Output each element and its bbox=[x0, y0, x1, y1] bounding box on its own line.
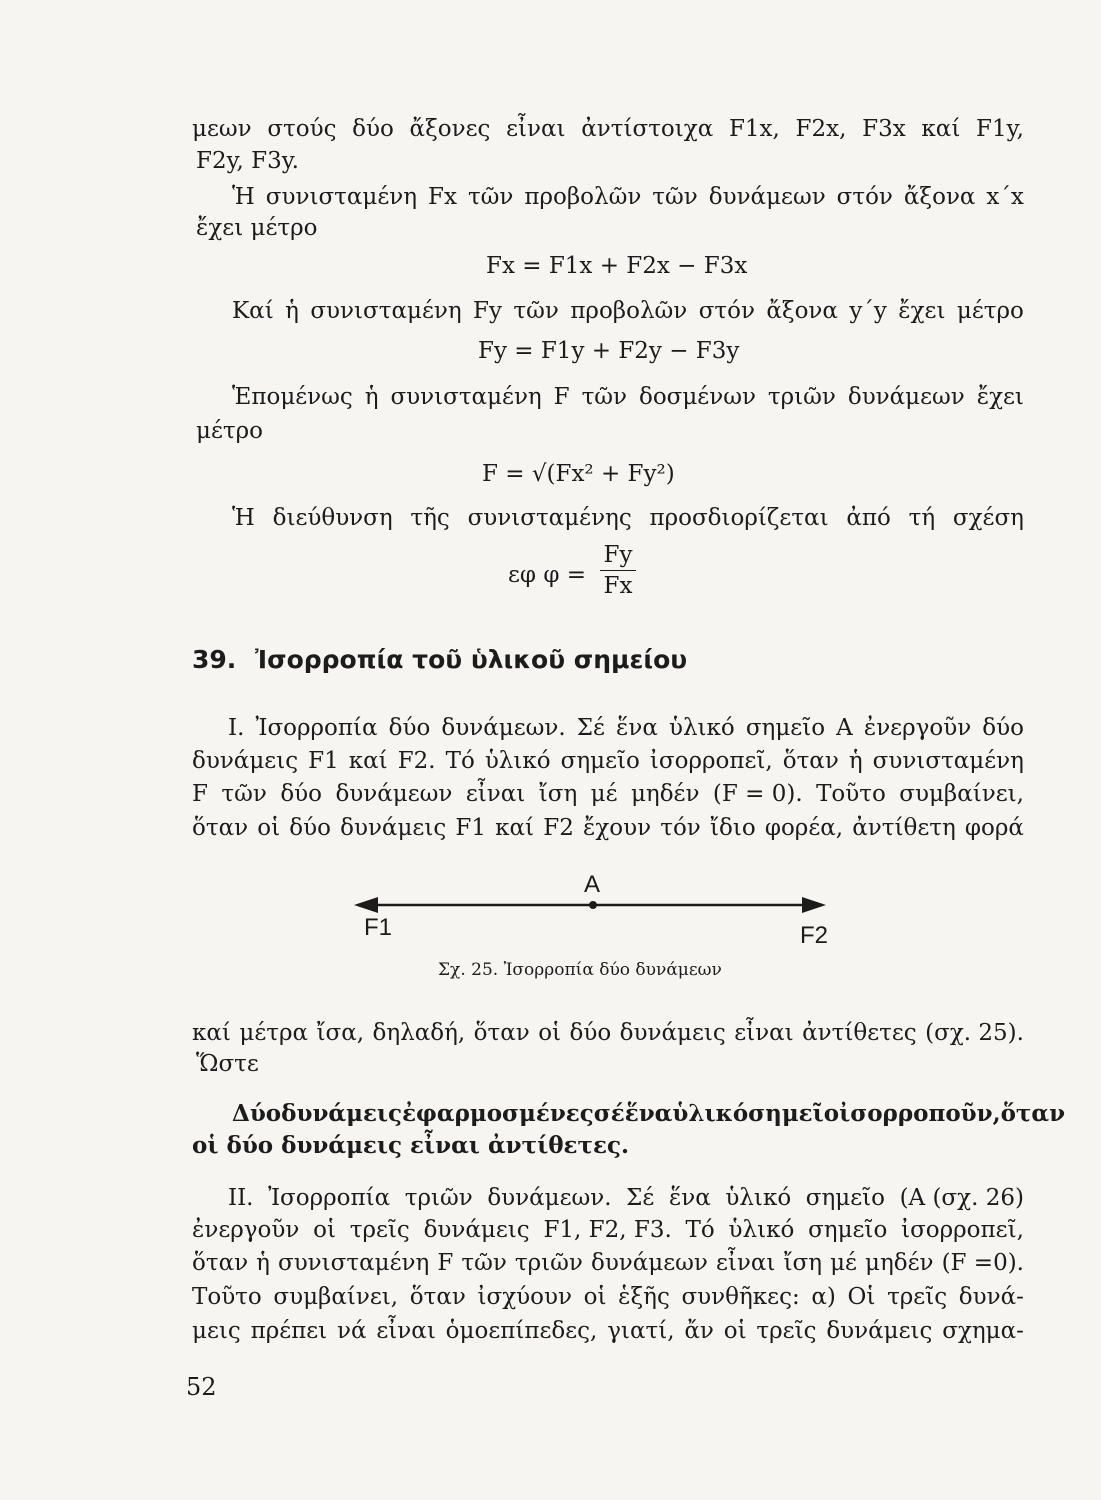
word: Ἰσορροπία bbox=[255, 715, 378, 741]
word: (Α (σχ. 26) bbox=[899, 1185, 1024, 1211]
word: F2 bbox=[543, 815, 574, 841]
word: μέτρο bbox=[956, 298, 1024, 324]
word: ἔχει bbox=[898, 298, 946, 324]
text-line bbox=[192, 1316, 1024, 1346]
word: δοσμένων bbox=[638, 384, 756, 410]
word: εἶναι bbox=[734, 1020, 794, 1046]
word: ἔχουν bbox=[582, 815, 652, 841]
word: καί bbox=[192, 1020, 231, 1046]
word: (F = 0). bbox=[712, 781, 803, 807]
word: Ἑπομένως bbox=[232, 384, 353, 410]
word: ὅταν bbox=[409, 1284, 466, 1310]
word: ἐφαρμοσμένες bbox=[402, 1100, 594, 1127]
word: ὑλικό bbox=[725, 1185, 792, 1211]
word: ὑλικό bbox=[672, 1100, 749, 1127]
word: τρεῖς bbox=[756, 1318, 817, 1344]
word: πρέπει bbox=[250, 1318, 328, 1344]
word: μηδέν bbox=[865, 1250, 934, 1276]
word: F1 bbox=[308, 748, 339, 774]
fraction-denominator: Fx bbox=[603, 573, 633, 599]
equation-fy: Fy = F1y + F2y − F3y bbox=[478, 338, 740, 364]
word: σέ bbox=[593, 1100, 625, 1127]
word: δύο bbox=[352, 116, 394, 142]
equation-tan-fraction bbox=[600, 542, 636, 599]
word: ἕνα bbox=[616, 715, 658, 741]
word: σημεῖο bbox=[745, 715, 826, 741]
word: τρεῖς bbox=[887, 1284, 948, 1310]
word: ἕνα bbox=[668, 1185, 711, 1211]
word: καί bbox=[348, 748, 388, 774]
text-line bbox=[228, 1183, 1024, 1213]
word: δυνάμεων. bbox=[487, 1185, 612, 1211]
word: φορά bbox=[964, 815, 1024, 841]
word: στόν bbox=[836, 184, 893, 210]
text-line: F2y, F3y. bbox=[196, 148, 299, 174]
text-line bbox=[192, 1215, 1024, 1245]
word: δυνάμεις bbox=[423, 1217, 530, 1243]
rule-line: οἱ δύο δυνάμεις εἶναι ἀντίθετες. bbox=[192, 1132, 629, 1159]
fraction-numerator: Fy bbox=[603, 542, 633, 568]
arrow-left-icon bbox=[354, 897, 378, 913]
word: ἐνεργοῦν bbox=[192, 1217, 300, 1243]
word: δυνάμεων bbox=[335, 781, 453, 807]
text-line bbox=[232, 503, 1024, 533]
text-line bbox=[192, 779, 1024, 809]
word: στόν bbox=[698, 298, 755, 324]
word: ἴσα, bbox=[316, 1020, 365, 1046]
word: ἴδιο bbox=[709, 815, 756, 841]
word: εἶναι bbox=[715, 1250, 776, 1276]
word: Ι. bbox=[228, 715, 245, 741]
word: προσδιορίζεται bbox=[649, 505, 829, 531]
word: νά bbox=[337, 1318, 367, 1344]
word: δυνάμεων. bbox=[441, 715, 566, 741]
word: τῶν bbox=[467, 184, 514, 210]
text-line bbox=[192, 746, 1024, 776]
word: Fy bbox=[473, 298, 502, 324]
word: Σέ bbox=[576, 715, 605, 741]
word: στούς bbox=[267, 116, 337, 142]
word: F3x bbox=[862, 116, 906, 142]
word: τῶν bbox=[221, 781, 267, 807]
text-line: μέτρο bbox=[196, 418, 263, 444]
word: καί bbox=[495, 815, 535, 841]
word: δυνά- bbox=[958, 1284, 1024, 1310]
text-line bbox=[192, 1282, 1024, 1312]
word: δυνάμεις bbox=[340, 815, 447, 841]
word: ἀπό bbox=[846, 505, 891, 531]
word: ὑλικό bbox=[484, 748, 551, 774]
word: συνισταμένη bbox=[310, 298, 462, 324]
word: F2. bbox=[397, 748, 436, 774]
word: Ἡ bbox=[232, 184, 255, 210]
word: δύο bbox=[982, 715, 1024, 741]
word: γιατί, bbox=[607, 1318, 675, 1344]
text-line bbox=[232, 182, 1024, 212]
word: συνισταμένη bbox=[390, 384, 542, 410]
word: δύο bbox=[388, 715, 431, 741]
word: συνθῆκες: bbox=[681, 1284, 800, 1310]
word: μηδέν bbox=[630, 781, 700, 807]
arrow-right-icon bbox=[802, 897, 826, 913]
word: σημεῖο bbox=[748, 1100, 840, 1127]
word: ἴση bbox=[783, 1250, 823, 1276]
word: (F =0). bbox=[941, 1250, 1024, 1276]
word: τῶν bbox=[461, 1250, 507, 1276]
word: δύο bbox=[280, 781, 322, 807]
word: εἶναι bbox=[376, 1318, 436, 1344]
word: δυνάμεις bbox=[619, 1020, 726, 1046]
text-line bbox=[192, 114, 1024, 144]
word: ἄξονα bbox=[903, 184, 976, 210]
word: δυνάμεων bbox=[708, 184, 826, 210]
text-line bbox=[228, 713, 1024, 743]
word: οἱ bbox=[583, 1284, 607, 1310]
word: Τοῦτο bbox=[192, 1284, 262, 1310]
section-title: Ἰσορροπία τοῦ ὑλικοῦ σημείου bbox=[255, 645, 688, 674]
word: ἔχει bbox=[976, 384, 1024, 410]
word: σημεῖο bbox=[805, 1185, 885, 1211]
word: ὅταν bbox=[192, 815, 249, 841]
word: δυνάμεων bbox=[847, 384, 965, 410]
word: μέτρα bbox=[239, 1020, 309, 1046]
word: μέ bbox=[590, 781, 618, 807]
equation-resultant: F = √(Fx² + Fy²) bbox=[482, 461, 675, 487]
word: ἴση bbox=[538, 781, 578, 807]
word: οἱ bbox=[538, 1020, 562, 1046]
word: διεύθυνση bbox=[272, 505, 393, 531]
word: F2x, bbox=[795, 116, 847, 142]
word: προβολῶν bbox=[570, 298, 688, 324]
word: συμβαίνει, bbox=[273, 1284, 399, 1310]
word: (σχ. 25). bbox=[925, 1020, 1024, 1046]
word: εἶναι bbox=[465, 781, 526, 807]
word: Δύο bbox=[232, 1100, 282, 1127]
word: ἰσορροπεῖ, bbox=[649, 748, 773, 774]
force-f2-label: F2 bbox=[800, 922, 829, 949]
word: τή bbox=[908, 505, 936, 531]
word: Τό bbox=[445, 748, 475, 774]
word: ἄν bbox=[684, 1318, 714, 1344]
word: δηλαδή, bbox=[372, 1020, 466, 1046]
word: τριῶν bbox=[514, 1250, 583, 1276]
word: ἑξῆς bbox=[618, 1284, 670, 1310]
word: τῆς bbox=[410, 505, 450, 531]
word: τριῶν bbox=[404, 1185, 473, 1211]
word: F1 bbox=[455, 815, 486, 841]
word: ὅταν bbox=[1000, 1100, 1066, 1127]
word: τόν bbox=[660, 815, 701, 841]
word: μέ bbox=[830, 1250, 857, 1276]
word: ἐνεργοῦν bbox=[863, 715, 972, 741]
word: ἰσορροπεῖ, bbox=[901, 1217, 1024, 1243]
word: Fx bbox=[428, 184, 457, 210]
page-number: 52 bbox=[186, 1373, 217, 1401]
word: δυνάμεις bbox=[192, 748, 299, 774]
word: σχέση bbox=[952, 505, 1024, 531]
word: τριῶν bbox=[767, 384, 836, 410]
point-a-label: A bbox=[584, 871, 601, 898]
word: Ἰσορροπία bbox=[268, 1185, 391, 1211]
word: ἀντίθετη bbox=[852, 815, 956, 841]
word: μεις bbox=[192, 1318, 241, 1344]
text-line: ἔχει μέτρο bbox=[196, 215, 318, 241]
word: τῶν bbox=[513, 298, 559, 324]
word: φορέα, bbox=[764, 815, 844, 841]
word: ὅταν bbox=[192, 1250, 249, 1276]
word: ἕνα bbox=[624, 1100, 673, 1127]
text-line bbox=[232, 382, 1024, 412]
text-line bbox=[192, 813, 1024, 843]
word: δύο bbox=[289, 815, 331, 841]
word: F bbox=[437, 1250, 454, 1276]
text-line bbox=[192, 1018, 1024, 1048]
word: εἶναι bbox=[506, 116, 566, 142]
word: σχημα- bbox=[942, 1318, 1024, 1344]
word: F1, F2, F3. bbox=[543, 1217, 672, 1243]
word: Τοῦτο bbox=[816, 781, 886, 807]
word: καί bbox=[921, 116, 961, 142]
word: ἡ bbox=[364, 384, 379, 410]
word: δυνάμεις bbox=[281, 1100, 403, 1127]
word: Καί bbox=[232, 298, 274, 324]
word: Ἡ bbox=[232, 505, 255, 531]
word: ὑλικό bbox=[668, 715, 735, 741]
word: x΄x bbox=[986, 184, 1024, 210]
word: ἡ bbox=[256, 1250, 270, 1276]
word: ἀντίθετες bbox=[802, 1020, 917, 1046]
word: ἀντίστοιχα bbox=[581, 116, 714, 142]
word: δυνάμεων bbox=[590, 1250, 708, 1276]
word: ἰσορροποῦν, bbox=[839, 1100, 1001, 1127]
word: Οἱ bbox=[847, 1284, 876, 1310]
word: ὑλικό bbox=[728, 1217, 795, 1243]
word: τῶν bbox=[581, 384, 628, 410]
word: συνισταμένης bbox=[467, 505, 632, 531]
word: δυνάμεις bbox=[826, 1318, 933, 1344]
word: F1x, bbox=[728, 116, 780, 142]
word: προβολῶν bbox=[524, 184, 642, 210]
word: ὅταν bbox=[782, 748, 839, 774]
word: τῶν bbox=[652, 184, 698, 210]
word: ἡ bbox=[848, 748, 863, 774]
word: μεων bbox=[192, 116, 252, 142]
word: συνισταμένη bbox=[278, 1250, 430, 1276]
text-line: Ὥστε bbox=[196, 1051, 259, 1077]
rule-line bbox=[232, 1099, 1066, 1129]
word: συνισταμένη bbox=[872, 748, 1024, 774]
word: y΄y bbox=[849, 298, 887, 324]
word: συμβαίνει, bbox=[899, 781, 1024, 807]
word: τρεῖς bbox=[349, 1217, 410, 1243]
equation-tan-label: εφ φ = bbox=[508, 562, 587, 588]
word: F bbox=[192, 781, 208, 807]
word: οἱ bbox=[723, 1318, 747, 1344]
word: ἡ bbox=[285, 298, 299, 324]
equation-fx: Fx = F1x + F2x − F3x bbox=[486, 253, 748, 279]
point-a-marker bbox=[589, 901, 597, 909]
word: σημεῖο bbox=[808, 1217, 888, 1243]
word: Α bbox=[836, 715, 853, 741]
word: συνισταμένη bbox=[265, 184, 418, 210]
word: σημεῖο bbox=[560, 748, 640, 774]
word: ὅταν bbox=[473, 1020, 530, 1046]
word: F bbox=[553, 384, 570, 410]
section-heading bbox=[192, 644, 687, 676]
word: F1y, bbox=[976, 116, 1024, 142]
word: ὁμοεπίπεδες, bbox=[445, 1318, 598, 1344]
word: δύο bbox=[569, 1020, 612, 1046]
word: ἄξονες bbox=[409, 116, 491, 142]
force-f1-label: F1 bbox=[364, 914, 393, 941]
word: ἄξονα bbox=[766, 298, 838, 324]
figure-caption: Σχ. 25. Ἰσορροπία δύο δυνάμεων bbox=[438, 960, 722, 980]
word: ἰσχύουν bbox=[477, 1284, 572, 1310]
word: α) bbox=[811, 1284, 836, 1310]
word: ΙΙ. bbox=[228, 1185, 254, 1211]
word: Σέ bbox=[626, 1185, 655, 1211]
word: οἱ bbox=[313, 1217, 336, 1243]
word: οἱ bbox=[257, 815, 281, 841]
text-line bbox=[192, 1248, 1024, 1278]
text-line bbox=[232, 296, 1024, 326]
word: Τό bbox=[685, 1217, 715, 1243]
section-number: 39. bbox=[192, 645, 237, 674]
